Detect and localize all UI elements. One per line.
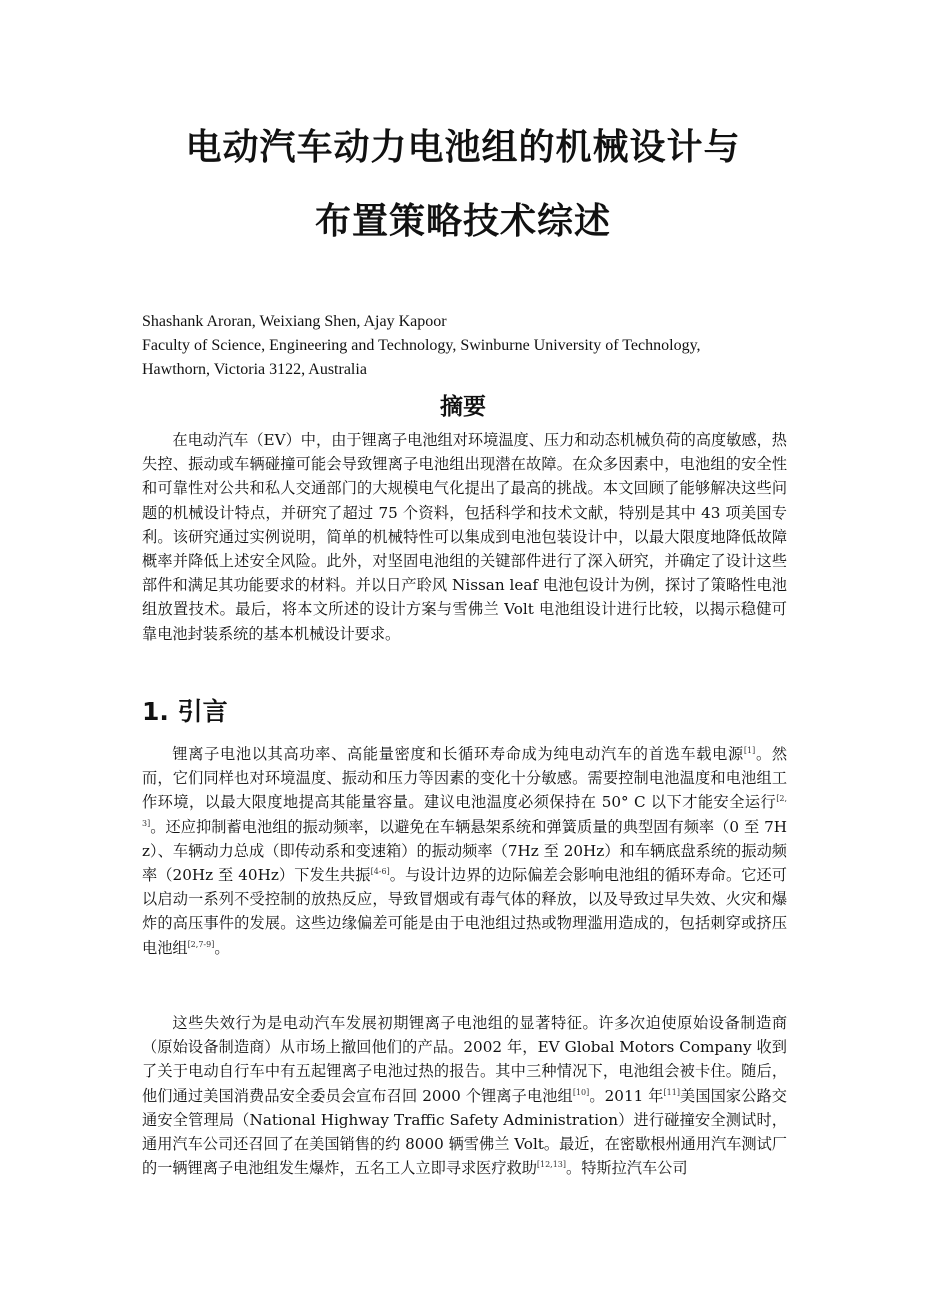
affiliation-line-2: Hawthorn, Victoria 3122, Australia bbox=[142, 361, 367, 378]
intro-2-text-2: 。2011 年 bbox=[589, 1086, 664, 1105]
intro-1-text-3: 。还应抑制蓄电池组的振动频率，以避免在车辆悬架系统和弹簧质量的典型固有频率（0 至 7Hz）、车辆动力总成（即传动系和变速箱）的振动频率（7Hz 至 20Hz）和车辆底盘系统的振动频率（20Hz 至 40Hz）下发生共振 bbox=[142, 817, 787, 885]
author-names: Shashank Aroran, Weixiang Shen, Ajay Kapoor bbox=[142, 313, 447, 330]
title-line-2: 布置策略技术综述 bbox=[314, 201, 611, 242]
abstract-heading: 摘要 bbox=[440, 394, 486, 420]
section-1-heading: 1. 引言 bbox=[142, 697, 228, 726]
citation-ref: [2,3] bbox=[142, 794, 787, 828]
author-block bbox=[142, 310, 792, 382]
citation-ref: [11] bbox=[663, 1087, 680, 1097]
title-line-1: 电动汽车动力电池组的机械设计与 bbox=[185, 127, 741, 168]
citation-ref: [1] bbox=[743, 745, 756, 755]
intro-1-text-5: 。 bbox=[214, 938, 230, 957]
intro-paragraph-2 bbox=[142, 1011, 787, 1180]
intro-1-text-2: 。然而，它们同样也对环境温度、振动和压力等因素的变化十分敏感。需要控制电池温度和电池组工作环境，以最大限度地提高其能量容量。建议电池温度必须保持在 50° C 以下才能安全运行 bbox=[142, 745, 788, 812]
affiliation-line-1: Faculty of Science, Engineering and Technology, Swinburne University of Technology, bbox=[142, 337, 701, 354]
intro-2-text-1: 这些失效行为是电动汽车发展初期锂离子电池组的显著特征。许多次迫使原始设备制造商（原始设备制造商）从市场上撤回他们的产品。2002 年，EV Global Motors Company 收到了关于电动自行车中有五起锂离子电池过热的报告。其中三种情况下，电池组会被卡住。随后，他们通过美国消费品安全委员会宣布召回 2000 个锂离子电池组 bbox=[142, 1014, 787, 1105]
citation-ref: [12,13] bbox=[536, 1160, 567, 1170]
citation-ref: [4-6] bbox=[370, 866, 390, 876]
citation-ref: [10] bbox=[572, 1087, 590, 1097]
intro-1-text-1: 锂离子电池以其高功率、高能量密度和长循环寿命成为纯电动汽车的首选车载电源 bbox=[172, 745, 744, 763]
intro-2-text-4: 。特斯拉汽车公司 bbox=[566, 1159, 688, 1178]
intro-1-text-4: 。与设计边界的边际偏差会影响电池组的循环寿命。它还可以启动一系列不受控制的放热反应，导致冒烟或有毒气体的释放，以及导致过早失效、火灾和爆炸的高压事件的发展。这些边缘偏差可能是由于电池组过热或物理滥用造成的，包括刺穿或挤压电池组 bbox=[142, 866, 787, 957]
intro-paragraph-1 bbox=[142, 742, 787, 960]
intro-2-text-3: 美国国家公路交通安全管理局（National Highway Traffic Safety Administration）进行碰撞安全测试时，通用汽车公司还召回了在美国销售的约 8000 辆雪佛兰 Volt。最近，在密歇根州通用汽车测试厂的一辆锂离子电池组发生爆炸，五名工人立即寻求医疗救助 bbox=[142, 1086, 787, 1178]
citation-ref: [2,7-9] bbox=[187, 939, 215, 949]
abstract-paragraph: 在电动汽车（EV）中，由于锂离子电池组对环境温度、压力和动态机械负荷的高度敏感，热失控、振动或车辆碰撞可能会导致锂离子电池组出现潜在故障。在众多因素中，电池组的安全性和可靠性对公共和私人交通部门的大规模电气化提出了最高的挑战。本文回顾了能够解决这些问题的机械设计特点，并研究了超过 75 个资料，包括科学和技术文献，特别是其中 43 项美国专利。该研究通过实例说明，简单的机械特性可以集成到电池包装设计中，以最大限度地降低故障概率并降低上述安全风险。此外，对坚固电池组的关键部件进行了深入研究，并确定了设计这些部件和满足其功能要求的材料。并以日产聆风 Nissan leaf 电池包设计为例，探讨了策略性电池组放置技术。最后，将本文所述的设计方案与雪佛兰 Volt 电池组设计进行比较，以揭示稳健可靠电池封装系统的基本机械设计要求。 bbox=[142, 431, 787, 643]
